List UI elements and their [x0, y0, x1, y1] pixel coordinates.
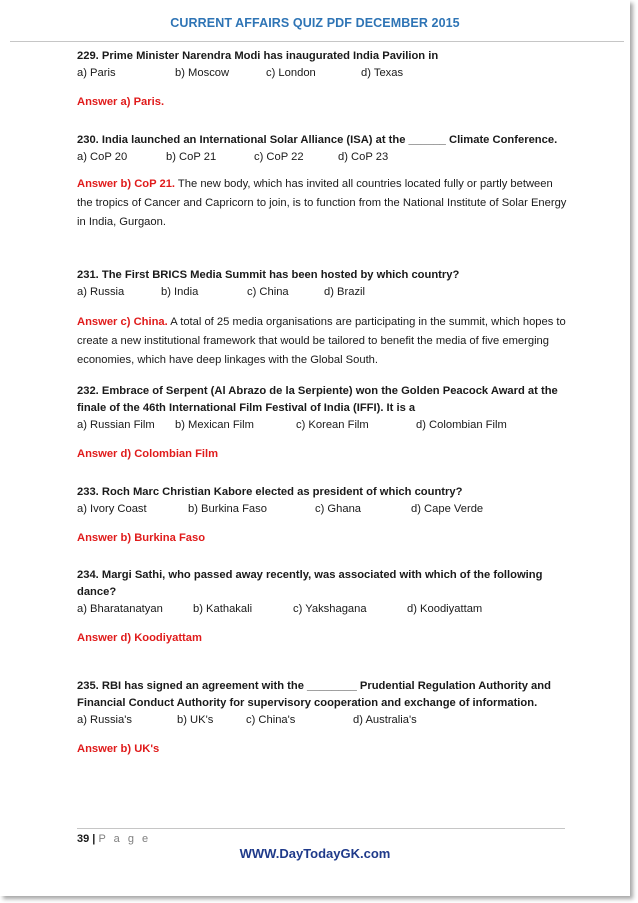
answer: [77, 313, 567, 370]
header-divider: [10, 41, 624, 42]
answer-label: Answer b) Burkina Faso: [77, 532, 206, 544]
page-number: [77, 833, 151, 845]
options-row: [77, 601, 567, 619]
question-text: 231. The First BRICS Media Summit has been hosted by which country?: [77, 269, 460, 281]
option-a: a) Russia's: [77, 714, 132, 726]
question-text: 235. RBI has signed an agreement with the ________ Prudential Regulation Authority and Financial Conduct Authority for supervisory cooperation and exchange of information.: [77, 680, 551, 709]
option-c: c) Ghana: [315, 503, 362, 515]
option-d: d) Australia's: [353, 714, 417, 726]
option-c: c) China: [247, 286, 289, 298]
option-a: a) Bharatanatyan: [77, 603, 163, 615]
option-b: b) UK's: [177, 714, 214, 726]
answer: [77, 93, 567, 112]
answer: [77, 445, 567, 464]
page-header-title: CURRENT AFFAIRS QUIZ PDF DECEMBER 2015: [170, 16, 460, 30]
answer: [77, 629, 567, 648]
option-a: a) Ivory Coast: [77, 503, 147, 515]
option-b: b) CoP 21: [166, 151, 217, 163]
page-label: P a g e: [98, 833, 151, 845]
question-text: 233. Roch Marc Christian Kabore elected as president of which country?: [77, 486, 463, 498]
question-block-230: [77, 132, 567, 232]
option-b: b) Kathakali: [193, 603, 253, 615]
question-text: 230. India launched an International Solar Alliance (ISA) at the ______ Climate Conference.: [77, 134, 558, 146]
question-block-234: [77, 567, 567, 648]
option-c: c) Korean Film: [296, 419, 369, 431]
answer-label: Answer c) China.: [77, 316, 168, 328]
option-b: b) Mexican Film: [175, 419, 254, 431]
option-b: b) India: [161, 286, 199, 298]
answer-label: Answer d) Koodiyattam: [77, 632, 202, 644]
option-c: c) China's: [246, 714, 296, 726]
question-block-233: [77, 484, 567, 548]
question-block-235: [77, 678, 567, 759]
options-row: [77, 712, 567, 730]
option-b: b) Burkina Faso: [188, 503, 267, 515]
option-c: c) CoP 22: [254, 151, 304, 163]
option-d: d) Cape Verde: [411, 503, 484, 515]
option-c: c) Yakshagana: [293, 603, 367, 615]
option-a: a) Paris: [77, 67, 116, 79]
options-row: [77, 417, 567, 435]
option-a: a) Russia: [77, 286, 125, 298]
options-row: [77, 65, 567, 83]
option-c: c) London: [266, 67, 316, 79]
option-d: d) CoP 23: [338, 151, 389, 163]
question-block-231: [77, 267, 567, 370]
options-row: [77, 149, 567, 167]
option-a: a) Russian Film: [77, 419, 155, 431]
page-separator: |: [89, 833, 99, 845]
answer-label: Answer a) Paris.: [77, 96, 165, 108]
answer: [77, 175, 567, 232]
website-link[interactable]: WWW.DayTodayGK.com: [239, 846, 391, 861]
answer-label: Answer d) Colombian Film: [77, 448, 219, 460]
question-text: 234. Margi Sathi, who passed away recently, was associated with which of the following dance?: [77, 569, 543, 598]
option-d: d) Brazil: [324, 286, 366, 298]
option-b: b) Moscow: [175, 67, 230, 79]
answer: [77, 740, 567, 759]
option-d: d) Koodiyattam: [407, 603, 483, 615]
answer-label: Answer b) CoP 21.: [77, 178, 176, 190]
option-d: d) Colombian Film: [416, 419, 507, 431]
options-row: [77, 501, 567, 519]
question-text: 229. Prime Minister Narendra Modi has inaugurated India Pavilion in: [77, 50, 439, 62]
option-d: d) Texas: [361, 67, 404, 79]
footer-divider: [77, 828, 565, 829]
question-text: 232. Embrace of Serpent (Al Abrazo de la Serpiente) won the Golden Peacock Award at the finale of the 46th International Film Festival of India (IFFI). It is a: [77, 385, 558, 414]
question-block-232: [77, 383, 567, 464]
answer-explanation: The new body, which has invited all countries located fully or partly between the tropics of Cancer and Capricorn to join, is to function from the National Institute of Solar Energy in India, Gurgaon.: [77, 178, 567, 228]
answer-label: Answer b) UK's: [77, 743, 160, 755]
question-block-229: [77, 48, 567, 112]
options-row: [77, 284, 567, 302]
option-a: a) CoP 20: [77, 151, 128, 163]
answer-explanation: A total of 25 media organisations are participating in the summit, which hopes to create a new institutional framework that would be tailored to benefit the media of five emerging economies, which have deep linkages with the Global South.: [77, 316, 566, 366]
page-number-value: 39: [77, 833, 90, 845]
answer: [77, 529, 567, 548]
